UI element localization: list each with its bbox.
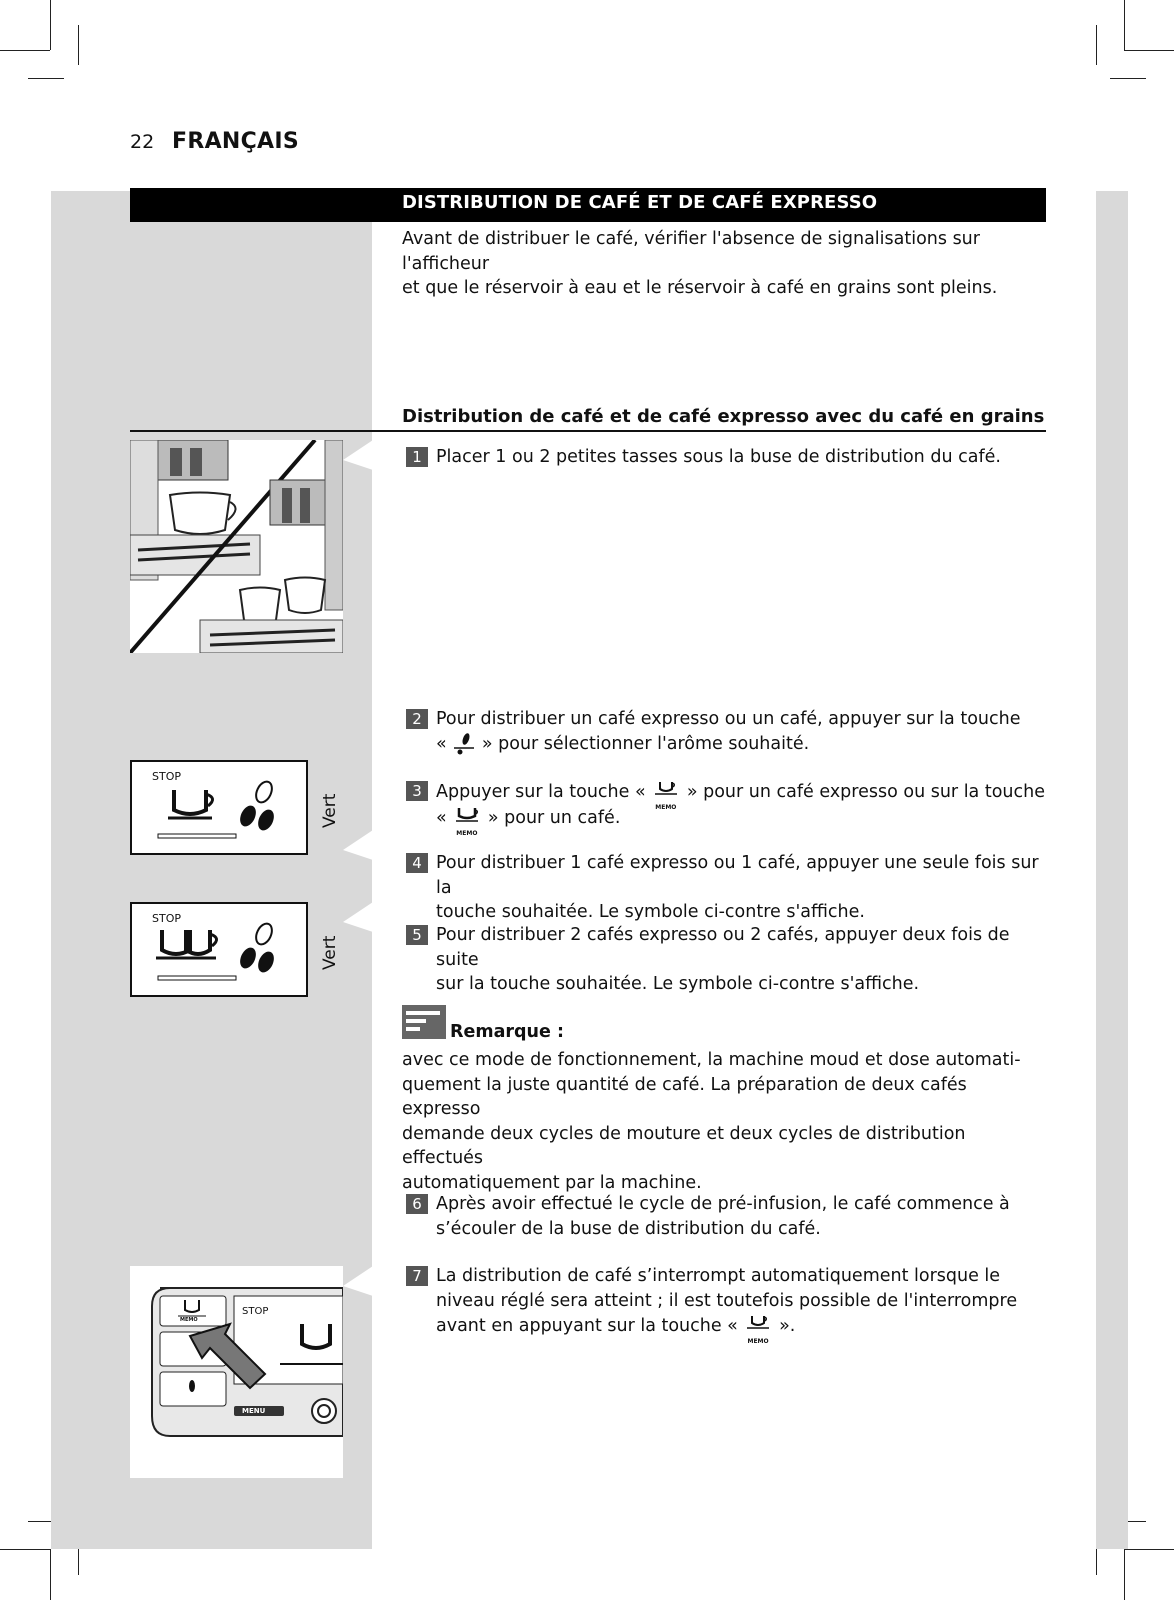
intro-line: Avant de distribuer le café, vérifier l'absence de signalisations sur l'afficheur bbox=[402, 229, 980, 274]
step-text: Appuyer sur la touche « bbox=[436, 782, 646, 802]
crop-mark bbox=[50, 0, 51, 50]
step-text: Placer 1 ou 2 petites tasses sous la buse de distribution du café. bbox=[436, 447, 1001, 467]
memo-label: MEMO bbox=[655, 804, 677, 811]
page-number: 22 bbox=[130, 131, 155, 153]
step-text: avant en appuyant sur la touche « bbox=[436, 1316, 738, 1336]
cups-under-spout-illustration bbox=[130, 440, 343, 653]
step-number: 6 bbox=[406, 1194, 428, 1214]
section-title: DISTRIBUTION DE CAFÉ ET DE CAFÉ EXPRESSO bbox=[402, 192, 878, 213]
memo-label: MEMO bbox=[747, 1338, 769, 1345]
crop-mark bbox=[1124, 0, 1125, 50]
step-3 bbox=[406, 779, 1046, 837]
panel-menu-label: MENU bbox=[242, 1407, 266, 1415]
cups-illustration-svg bbox=[130, 440, 343, 653]
step-text: Pour distribuer un café expresso ou un café, appuyer sur la touche bbox=[436, 709, 1021, 729]
step-text: » pour un café. bbox=[487, 808, 621, 828]
step-number: 4 bbox=[406, 853, 428, 873]
crop-mark bbox=[1124, 50, 1174, 51]
step-number: 7 bbox=[406, 1266, 428, 1286]
step-text: niveau réglé sera atteint ; il est toutefois possible de l'interrompre bbox=[436, 1290, 1018, 1311]
callout-pointer bbox=[343, 830, 373, 860]
note-icon bbox=[402, 1005, 446, 1039]
step-text: s’écouler de la buse de distribution du café. bbox=[436, 1218, 821, 1239]
step-text: Pour distribuer 2 cafés expresso ou 2 cafés, appuyer deux fois de suite bbox=[436, 925, 1010, 970]
step-number: 1 bbox=[406, 447, 428, 467]
step-number: 5 bbox=[406, 925, 428, 945]
display-double-cup bbox=[130, 902, 308, 997]
step-7 bbox=[406, 1264, 1046, 1345]
step-text: touche souhaitée. Le symbole ci-contre s'affiche. bbox=[436, 902, 865, 922]
crop-mark bbox=[78, 25, 79, 65]
step-text: sur la touche souhaitée. Le symbole ci-contre s'affiche. bbox=[436, 974, 920, 994]
note-line: automatiquement par la machine. bbox=[402, 1172, 702, 1193]
step-text: « bbox=[436, 733, 447, 754]
crop-mark bbox=[28, 78, 64, 79]
crop-mark bbox=[1110, 78, 1146, 79]
crop-mark bbox=[1124, 1549, 1174, 1550]
display-single-cup-svg bbox=[132, 762, 306, 853]
aroma-bean-icon bbox=[452, 733, 476, 755]
display-double-cup-svg bbox=[132, 904, 306, 995]
display-stop-label: STOP bbox=[152, 912, 181, 925]
espresso-memo-icon bbox=[743, 1313, 773, 1345]
intro-line: et que le réservoir à eau et le réservoir à café en grains sont pleins. bbox=[402, 278, 998, 298]
note-text bbox=[402, 1048, 1042, 1195]
subsection-title: Distribution de café et de café expresso avec du café en grains bbox=[402, 406, 1045, 427]
step-2 bbox=[406, 707, 1046, 756]
step-5 bbox=[406, 923, 1046, 997]
note-line: avec ce mode de fonctionnement, la machine moud et dose automati- bbox=[402, 1050, 1021, 1070]
crop-mark bbox=[0, 50, 50, 51]
display-side-label: Vert bbox=[320, 793, 340, 828]
note-title: Remarque : bbox=[450, 1022, 564, 1042]
right-grey-column bbox=[1096, 191, 1128, 1549]
step-6 bbox=[406, 1192, 1046, 1241]
espresso-memo-icon bbox=[651, 779, 681, 811]
step-1 bbox=[406, 445, 1046, 470]
crop-mark bbox=[0, 1549, 50, 1550]
step-text: Pour distribuer 1 café expresso ou 1 café, appuyer une seule fois sur la bbox=[436, 853, 1039, 898]
step-number: 3 bbox=[406, 781, 428, 801]
step-text: « bbox=[436, 808, 447, 828]
crop-mark bbox=[50, 1549, 51, 1600]
panel-stop-label: STOP bbox=[242, 1306, 269, 1317]
language-heading: FRANÇAIS bbox=[172, 129, 300, 154]
crop-mark bbox=[1124, 1549, 1125, 1600]
note-line: demande deux cycles de mouture et deux cycles de distribution effectués bbox=[402, 1123, 966, 1168]
step-number: 2 bbox=[406, 709, 428, 729]
crop-mark bbox=[1096, 25, 1097, 65]
display-side-label: Vert bbox=[320, 935, 340, 970]
coffee-memo-icon bbox=[452, 805, 482, 837]
step-4 bbox=[406, 851, 1046, 925]
step-text: » pour un café expresso ou sur la touche bbox=[686, 782, 1045, 802]
panel-memo-label: MEMO bbox=[180, 1317, 198, 1323]
subsection-rule bbox=[130, 430, 1046, 432]
control-panel-illustration bbox=[130, 1266, 343, 1478]
callout-pointer bbox=[343, 1266, 373, 1296]
memo-label: MEMO bbox=[456, 830, 478, 837]
step-text: Après avoir effectué le cycle de pré-infusion, le café commence à bbox=[436, 1194, 1010, 1214]
intro-paragraph bbox=[402, 227, 1062, 301]
step-text: ». bbox=[779, 1316, 796, 1336]
callout-pointer bbox=[343, 440, 373, 470]
display-single-cup bbox=[130, 760, 308, 855]
step-text: » pour sélectionner l'arôme souhaité. bbox=[481, 733, 810, 754]
callout-pointer bbox=[343, 902, 373, 932]
note-line: quement la juste quantité de café. La préparation de deux cafés expresso bbox=[402, 1074, 967, 1119]
control-panel-svg bbox=[130, 1266, 343, 1478]
display-stop-label: STOP bbox=[152, 770, 181, 783]
step-text: La distribution de café s’interrompt automatiquement lorsque le bbox=[436, 1266, 1001, 1286]
